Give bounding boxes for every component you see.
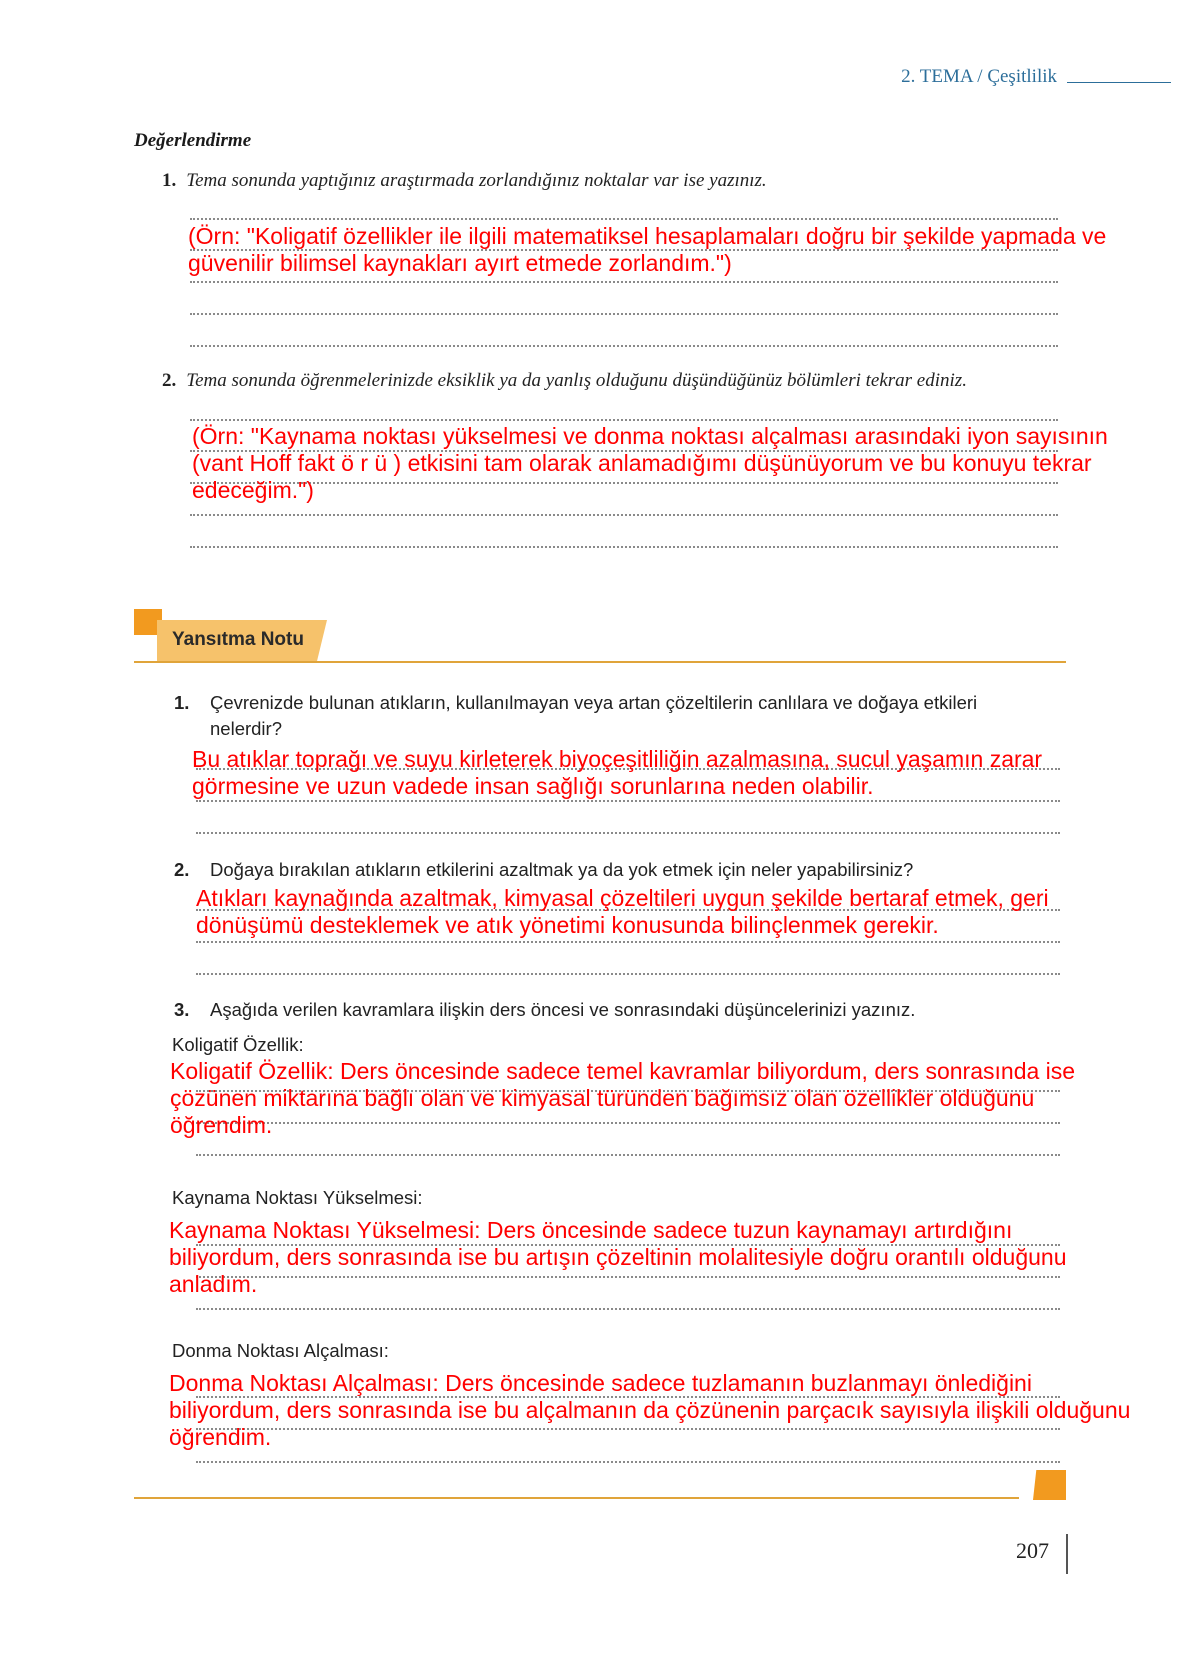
evaluation-answer-2: (Örn: "Kaynama noktası yükselmesi ve donma noktası alçalması arasındaki iyon sayısının (vant Hoff fakt ö r ü ) etkisini tam olarak anlamadığımı düşünüyorum ve bu konuyu tekrar edeceğim.") [192, 423, 1108, 503]
answer-line [196, 1308, 1060, 1310]
answer-line [190, 419, 1058, 421]
concept-label-boiling-point: Kaynama Noktası Yükselmesi: [172, 1187, 423, 1208]
concept-answer-boiling-point: Kaynama Noktası Yükselmesi: Ders öncesinde sadece tuzun kaynamayı artırdığını biliyordum, ders sonrasında ise bu artışın çözeltinin molalitesiyle doğru orantılı olduğunu anladım. [169, 1217, 1067, 1297]
answer-line [196, 1154, 1060, 1156]
answer-line [190, 313, 1058, 315]
question-text: Tema sonunda öğrenmelerinizde eksiklik ya da yanlış olduğunu düşündüğünüz bölümleri tekrar ediniz. [186, 370, 967, 391]
answer-line [196, 973, 1060, 975]
reflection-question-3 [174, 997, 915, 1023]
answer-line [196, 941, 1060, 943]
answer-line [190, 281, 1058, 283]
reflection-question-1: 1. Çevrenizde bulunan atıkların, kullanılmayan veya artan çözeltilerin canlılara ve doğaya etkileri nelerdir? [174, 692, 978, 739]
page-number-bar [1066, 1534, 1068, 1574]
evaluation-heading: Değerlendirme [134, 130, 252, 151]
running-header: 2. TEMA / Çeşitlilik [901, 66, 1057, 87]
question-number: 1. [174, 692, 190, 713]
answer-line [190, 546, 1058, 548]
header-rule [1067, 82, 1171, 83]
concept-label-freezing-point: Donma Noktası Alçalması: [172, 1340, 389, 1361]
concept-answer-colligative: Koligatif Özellik: Ders öncesinde sadece temel kavramlar biliyordum, ders sonrasında ise çözünen miktarına bağlı olan ve kimyasal türünden bağımsız olan özellikler olduğunu öğrendim. [170, 1058, 1076, 1138]
reflection-question-2 [174, 857, 913, 883]
question-number: 2. [174, 859, 190, 880]
answer-line [190, 218, 1058, 220]
evaluation-answer-1: (Örn: "Koligatif özellikler ile ilgili matematiksel hesaplamaları doğru bir şekilde yapmada ve güvenilir bilimsel kaynakları ayırt etmede zorlandım.") [188, 223, 1107, 276]
answer-line [190, 514, 1058, 516]
section-end-rule [134, 1497, 1019, 1499]
answer-line [190, 345, 1058, 347]
reflection-heading-rule [134, 661, 1066, 663]
question-text: Doğaya bırakılan atıkların etkilerini azaltmak ya da yok etmek için neler yapabilirsiniz? [210, 859, 914, 880]
question-text: Aşağıda verilen kavramlara ilişkin ders öncesi ve sonrasındaki düşüncelerinizi yazınız. [210, 999, 916, 1020]
page-number: 207 [1016, 1538, 1049, 1563]
evaluation-question-1 [162, 170, 767, 192]
concept-answer-freezing-point: Donma Noktası Alçalması: Ders öncesinde sadece tuzlamanın buzlanmayı önlediğini biliyordum, ders sonrasında ise bu alçalmanın da çözünenin parçacık sayısıyla ilişkili olduğunu öğrendim. [169, 1370, 1131, 1450]
answer-line [196, 800, 1060, 802]
reflection-heading: Yansıtma Notu [172, 629, 304, 650]
answer-line [196, 832, 1060, 834]
reflection-answer-2: Atıkları kaynağında azaltmak, kimyasal çözeltileri uygun şekilde bertaraf etmek, geri dönüşümü desteklemek ve atık yönetimi konusunda bilinçlenmek gerekir. [196, 885, 1049, 938]
evaluation-question-2 [162, 370, 967, 392]
reflection-answer-1: Bu atıklar toprağı ve suyu kirleterek biyoçeşitliliğin azalmasına, sucul yaşamın zarar görmesine ve uzun vadede insan sağlığı sorunlarına neden olabilir. [192, 746, 1043, 799]
question-text: Çevrenizde bulunan atıkların, kullanılmayan veya artan çözeltilerin canlılara ve doğaya etkileri [210, 692, 978, 713]
question-number: 3. [174, 999, 190, 1020]
question-number: 2. [162, 370, 177, 391]
answer-line [196, 1461, 1060, 1463]
section-end-marker [1033, 1470, 1066, 1500]
concept-label-colligative: Koligatif Özellik: [172, 1034, 304, 1055]
question-text: Tema sonunda yaptığınız araştırmada zorlandığınız noktalar var ise yazınız. [186, 170, 767, 191]
question-number: 1. [162, 170, 177, 191]
